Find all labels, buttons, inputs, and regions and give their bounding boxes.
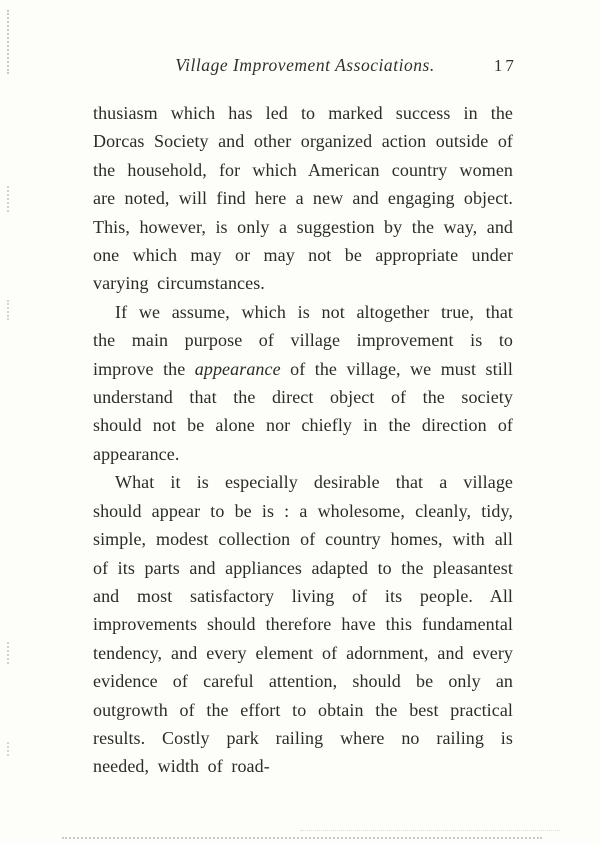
scan-artifact (7, 742, 9, 756)
scan-artifact (7, 300, 9, 320)
scan-artifact (7, 642, 9, 664)
running-title: Village Improvement Associations. (175, 55, 435, 75)
scan-artifact (7, 186, 9, 212)
paragraph (93, 298, 513, 468)
text-run: of the village, we must still understand that the direct object of the society should not be alone nor chiefly in the direction of appearance. (93, 358, 513, 464)
page-body (93, 99, 513, 781)
scan-artifact (7, 10, 9, 74)
page-header (95, 55, 515, 79)
text-run: What it is especially desirable that a village should appear to be is : a wholesome, cleanly, tidy, simple, modest collection of country homes, with all of its parts and appliances adapted to the pleasantest and most satisfactory living of its people. All improvements should therefore have this fundamental tendency, and every element of adornment, and every evidence of careful attention, should be only an outgrowth of the effort to obtain the best practical results. Costly park railing where no railing is needed, width of road- (93, 472, 513, 777)
text-run: If we assume, which is not altogether true, that the main purpose of village improvement is to improve the (93, 301, 513, 379)
text-run: thusiasm which has led to marked success in the Dorcas Society and other organized action outside of the household, for which American country women are noted, will find here a new and engaging object. This, however, is only a suggestion by the way, and one which may or may not be appropriate under varying circumstances. (93, 103, 513, 294)
emphasized-text: appearance (194, 358, 281, 379)
scan-artifact (300, 830, 560, 831)
paragraph (93, 99, 513, 298)
paragraph (93, 468, 513, 780)
page-number: 17 (493, 56, 517, 75)
scan-artifact (62, 837, 542, 839)
